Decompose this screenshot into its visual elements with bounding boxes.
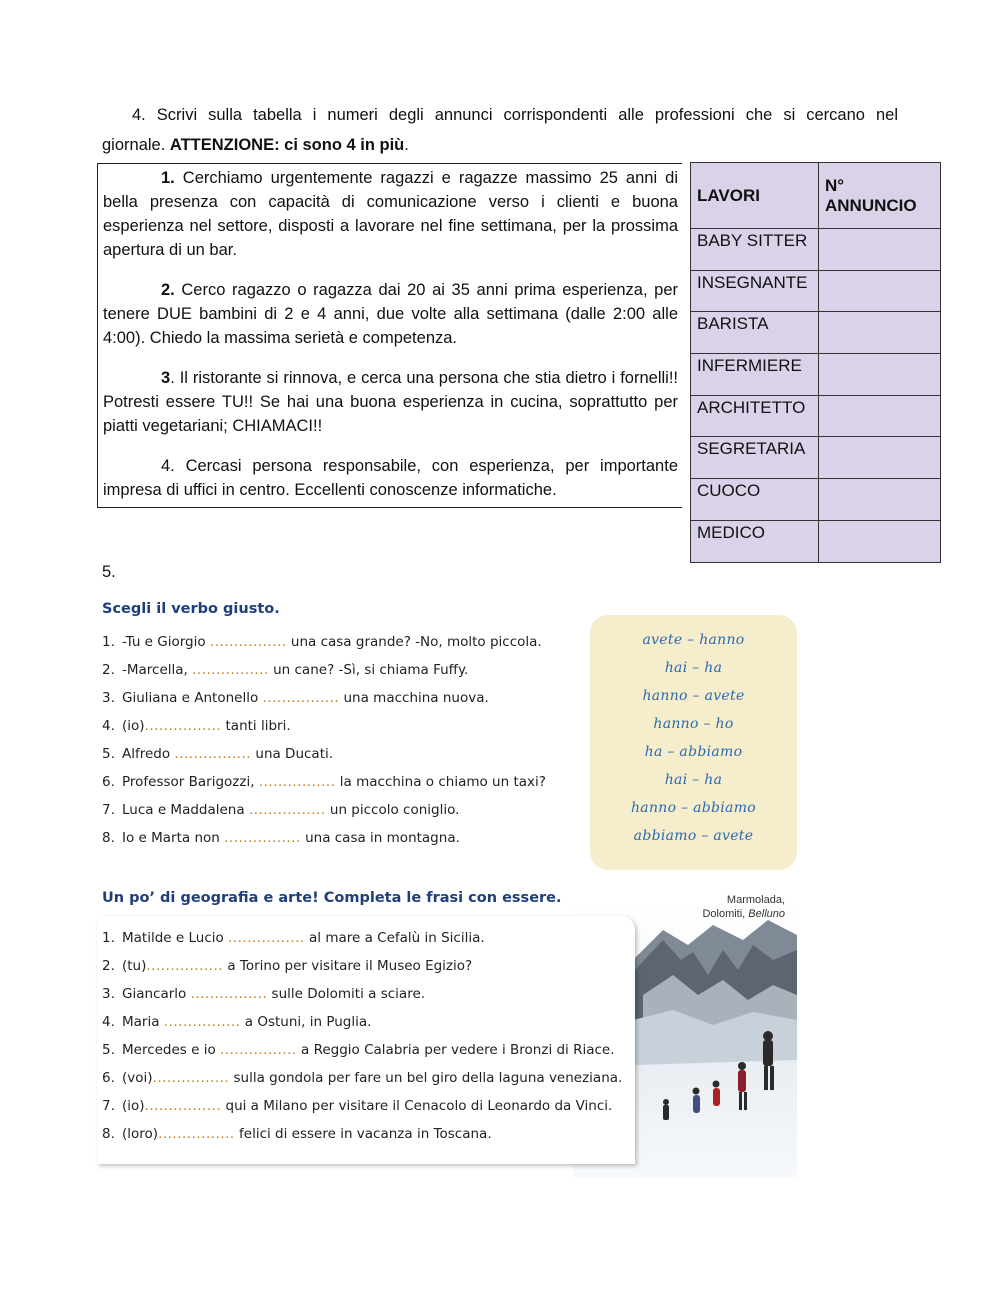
table-row	[691, 229, 941, 271]
item-number: 5.	[102, 1042, 115, 1058]
answer-blank[interactable]: ................	[174, 746, 252, 762]
item-text: a Torino per visitare il Museo Egizio?	[223, 958, 473, 974]
item-text: a Reggio Calabria per vedere i Bronzi di Riace.	[296, 1042, 615, 1058]
item-text: Giancarlo	[122, 986, 191, 1002]
answer-cell[interactable]	[819, 479, 941, 521]
item-text: un cane? -Sì, si chiama Fuffy.	[268, 662, 469, 678]
table-row	[691, 520, 941, 562]
list-item	[102, 628, 546, 656]
item-text: felici di essere in vacanza in Toscana.	[234, 1126, 492, 1142]
item-number: 6.	[102, 1070, 115, 1086]
answer-blank[interactable]: ................	[163, 1014, 241, 1030]
answer-blank[interactable]: ................	[258, 774, 336, 790]
job-name: INFERMIERE	[691, 354, 819, 396]
verb-option: hanno – ho	[653, 716, 734, 732]
title-period: .	[556, 890, 562, 906]
item-number: 8.	[102, 1126, 115, 1142]
item-text: Professor Barigozzi,	[122, 774, 259, 790]
item-text: una casa in montagna.	[300, 830, 460, 846]
answer-cell[interactable]	[819, 437, 941, 479]
photo-caption	[665, 893, 785, 921]
job-name: MEDICO	[691, 520, 819, 562]
ad-number: 1.	[161, 169, 175, 187]
list-item	[102, 684, 546, 712]
answer-blank[interactable]: ................	[228, 930, 305, 946]
verb-option: hanno – abbiamo	[630, 800, 757, 816]
answer-cell[interactable]	[819, 270, 941, 312]
verb-exercise-title: Scegli il verbo giusto.	[102, 601, 280, 617]
item-text: una Ducati.	[251, 746, 334, 762]
job-name: BARISTA	[691, 312, 819, 354]
item-text: tanti libri.	[221, 718, 291, 734]
item-number: 1.	[102, 634, 115, 650]
item-number: 4.	[102, 718, 115, 734]
answer-blank[interactable]: ................	[146, 958, 224, 974]
item-text: Maria	[122, 1014, 164, 1030]
item-text: qui a Milano per visitare il Cenacolo di Leonardo da Vinci.	[221, 1098, 613, 1114]
geography-exercise-list	[102, 924, 622, 1148]
item-text: -Tu e Giorgio	[122, 634, 210, 650]
exercise-5-number: 5.	[102, 563, 116, 581]
verb-option: hai – ha	[664, 772, 723, 788]
item-text: Matilde e Lucio	[122, 930, 229, 946]
item-text: (io)	[122, 718, 145, 734]
table-header-row	[691, 163, 941, 229]
header-number-line-1: N°	[825, 175, 845, 195]
instruction-warning: ATTENZIONE: ci sono 4 in più	[169, 136, 405, 154]
list-item	[102, 768, 546, 796]
job-name: INSEGNANTE	[691, 270, 819, 312]
answer-blank[interactable]: ................	[220, 1042, 297, 1058]
item-text: -Marcella,	[122, 662, 193, 678]
list-item	[102, 1120, 622, 1148]
answer-blank[interactable]: ................	[158, 1126, 235, 1142]
table-row	[691, 270, 941, 312]
ad-text: . Il ristorante si rinnova, e cerca una persona che stia dietro i fornelli!! Potresti essere TU!! Se hai una buona esperienza in cucina, soprattutto per piatti vegetariani; CHIAMACI!!	[103, 369, 678, 435]
verb-exercise-list	[102, 628, 546, 852]
answer-blank[interactable]: ................	[262, 690, 340, 706]
item-text: una macchina nuova.	[339, 690, 489, 706]
list-item	[102, 796, 546, 824]
caption-place: Belluno	[748, 908, 785, 920]
item-text: Mercedes e io	[122, 1042, 221, 1058]
instruction-period: .	[404, 136, 409, 154]
item-text: (io)	[122, 1098, 145, 1114]
table-row	[691, 437, 941, 479]
item-text: al mare a Cefalù in Sicilia.	[304, 930, 485, 946]
title-keyword: essere	[502, 890, 557, 906]
job-ad-3	[103, 366, 678, 438]
ad-text: Cerchiamo urgentemente ragazzi e ragazze massimo 25 anni di bella presenza con capacità di comunicazione verso i clienti e buona esperienza nel settore, disposti a lavorare nel fine settimana, per la prossima apertura di un bar.	[103, 169, 678, 259]
item-text: sulle Dolomiti a sciare.	[267, 986, 426, 1002]
list-item	[102, 712, 546, 740]
job-ad-1	[103, 166, 678, 262]
answer-cell[interactable]	[819, 312, 941, 354]
item-number: 7.	[102, 1098, 115, 1114]
list-item	[102, 656, 546, 684]
item-text: Giuliana e Antonello	[122, 690, 263, 706]
job-ad-2	[103, 278, 678, 350]
table-row	[691, 312, 941, 354]
list-item	[102, 740, 546, 768]
list-item	[102, 952, 622, 980]
answer-cell[interactable]	[819, 395, 941, 437]
answer-cell[interactable]	[819, 520, 941, 562]
answer-blank[interactable]: ................	[144, 1098, 222, 1114]
item-text: una casa grande? -No, molto piccola.	[286, 634, 542, 650]
answer-blank[interactable]: ................	[248, 802, 326, 818]
list-item	[102, 980, 622, 1008]
ad-text: 4. Cercasi persona responsabile, con esperienza, per importante impresa di uffici in centro. Eccellenti conoscenze informatiche.	[103, 457, 678, 499]
item-text: la macchina o chiamo un taxi?	[335, 774, 546, 790]
table-row	[691, 354, 941, 396]
item-text: Io e Marta non	[122, 830, 225, 846]
item-text: un piccolo coniglio.	[325, 802, 460, 818]
job-ads-box	[97, 163, 682, 508]
item-text: (loro)	[122, 1126, 159, 1142]
verb-option: ha – abbiamo	[644, 744, 743, 760]
answer-cell[interactable]	[819, 229, 941, 271]
ad-number: 3	[161, 369, 171, 387]
item-text: sulla gondola per fare un bel giro della laguna veneziana.	[229, 1070, 623, 1086]
verb-option: abbiamo – avete	[633, 828, 754, 844]
title-text: Un po’ di geografia e arte! Completa le frasi con	[102, 890, 503, 906]
list-item	[102, 1036, 622, 1064]
item-number: 7.	[102, 802, 115, 818]
job-name: ARCHITETTO	[691, 395, 819, 437]
job-ad-4	[103, 454, 678, 502]
ad-text: Cerco ragazzo o ragazza dai 20 ai 35 anni prima esperienza, per tenere DUE bambini di 2 e 4 anni, due volte alla settimana (dalle 2:00 alle 4:00). Chiedo la massima serietà e competenza.	[103, 281, 678, 347]
caption-line-1: Marmolada,	[726, 894, 785, 906]
list-item	[102, 924, 622, 952]
instruction-line-2	[102, 130, 898, 160]
item-number: 2.	[102, 958, 115, 974]
list-item	[102, 1064, 622, 1092]
item-text: Luca e Maddalena	[122, 802, 249, 818]
answer-blank[interactable]: ................	[192, 662, 269, 678]
item-number: 4.	[102, 1014, 115, 1030]
header-ad-number	[819, 163, 941, 229]
item-number: 3.	[102, 986, 115, 1002]
verb-option: avete – hanno	[642, 632, 745, 648]
list-item	[102, 1008, 622, 1036]
item-number: 8.	[102, 830, 115, 846]
list-item	[102, 824, 546, 852]
answer-blank[interactable]: ................	[209, 634, 287, 650]
verb-option: hai – ha	[664, 660, 723, 676]
instruction-line-1: 4. Scrivi sulla tabella i numeri degli annunci corrispondenti alle professioni che si cercano nel	[132, 106, 898, 124]
answer-blank[interactable]: ................	[190, 986, 268, 1002]
exercise-4-instructions	[102, 100, 898, 160]
ad-number: 2.	[161, 281, 175, 299]
verb-option: hanno – avete	[642, 688, 745, 704]
item-number: 6.	[102, 774, 115, 790]
job-name: BABY SITTER	[691, 229, 819, 271]
header-number-line-2: ANNUNCIO	[825, 195, 917, 215]
geography-exercise-title	[102, 890, 562, 906]
answer-blank[interactable]: ................	[224, 830, 301, 846]
item-number: 1.	[102, 930, 115, 946]
answer-blank[interactable]: ................	[144, 718, 222, 734]
job-name: SEGRETARIA	[691, 437, 819, 479]
job-name: CUOCO	[691, 479, 819, 521]
item-number: 3.	[102, 690, 115, 706]
answer-cell[interactable]	[819, 354, 941, 396]
item-number: 2.	[102, 662, 115, 678]
table-row	[691, 479, 941, 521]
item-text: Alfredo	[122, 746, 175, 762]
caption-line-2: Dolomiti,	[702, 908, 749, 920]
answer-blank[interactable]: ................	[152, 1070, 230, 1086]
instruction-text: giornale.	[102, 136, 170, 154]
item-text: a Ostuni, in Puglia.	[240, 1014, 372, 1030]
item-text: (voi)	[122, 1070, 153, 1086]
jobs-table	[690, 162, 941, 563]
item-text: (tu)	[122, 958, 147, 974]
verb-options-box	[590, 615, 797, 870]
item-number: 5.	[102, 746, 115, 762]
table-row	[691, 395, 941, 437]
list-item	[102, 1092, 622, 1120]
header-jobs: LAVORI	[691, 163, 819, 229]
